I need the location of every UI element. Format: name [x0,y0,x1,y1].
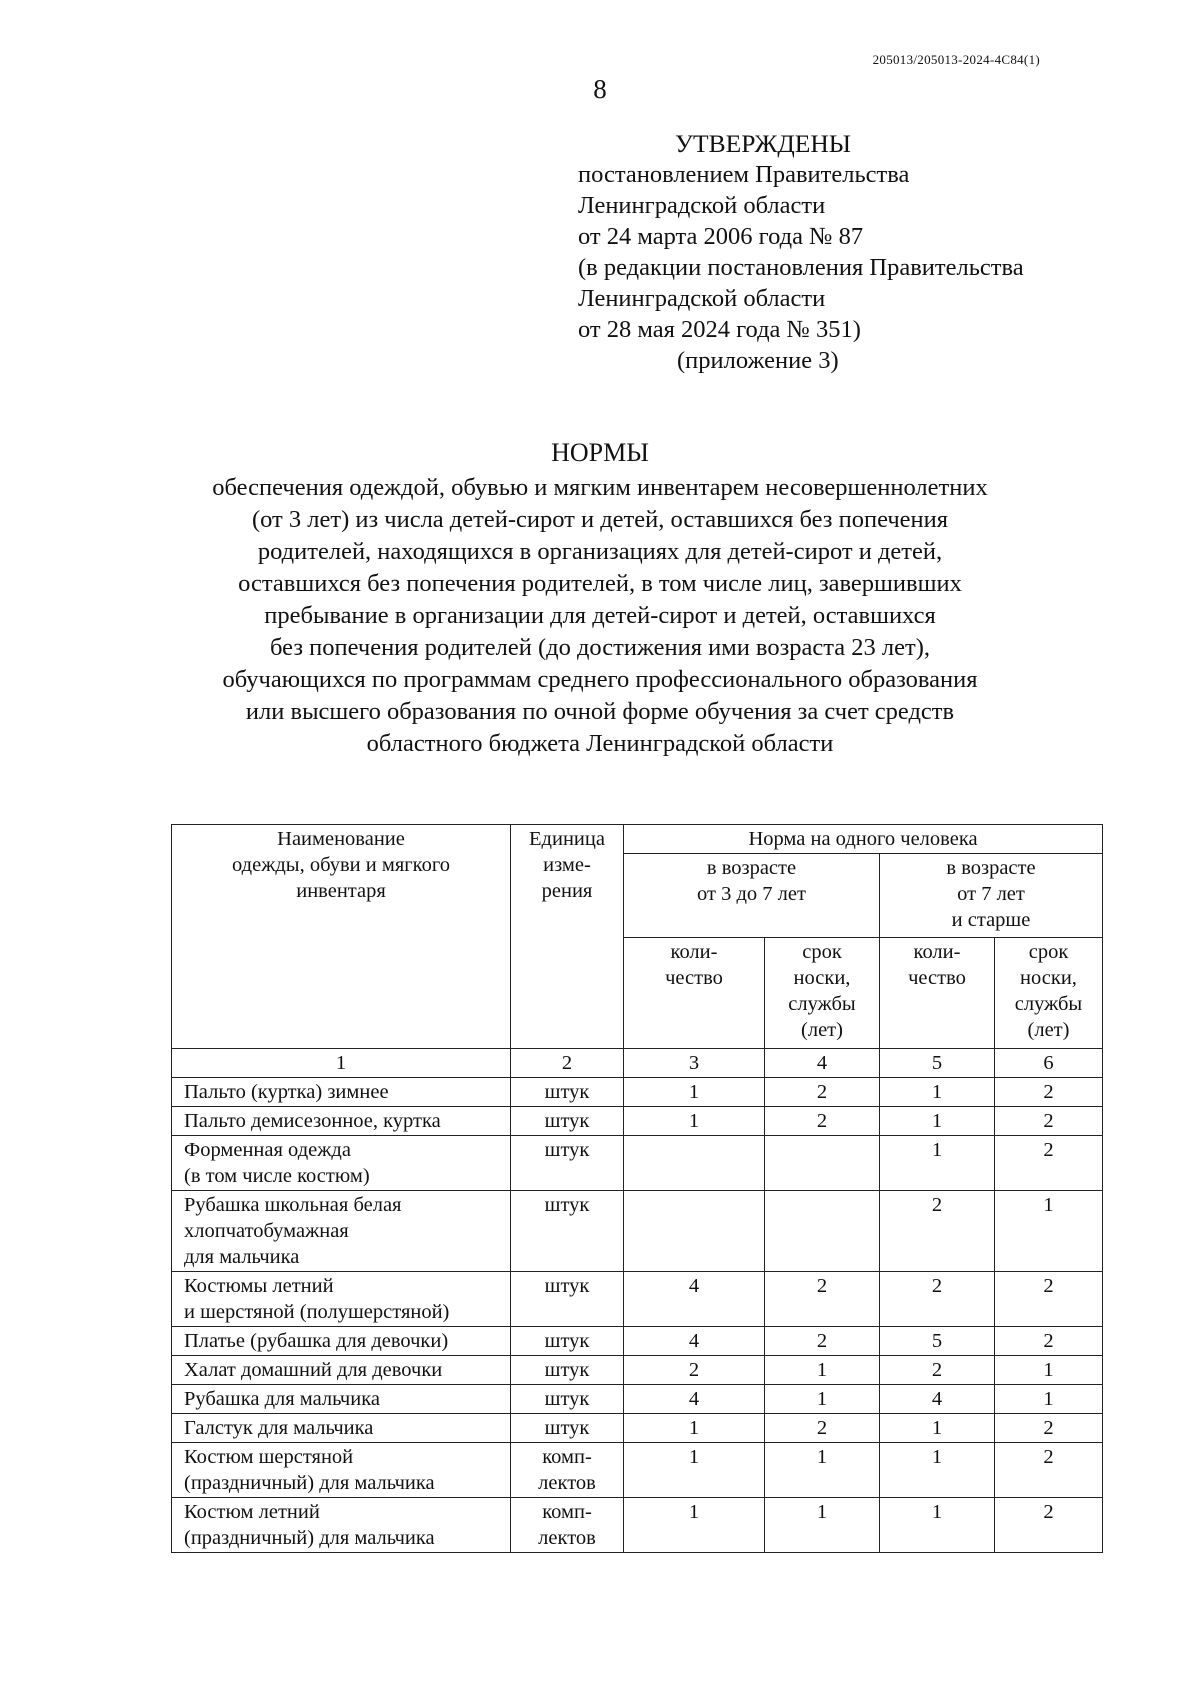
wear-period-3-7-cell: 1 [765,1443,880,1498]
quantity-7-plus-cell: 5 [880,1327,995,1356]
subtitle-line: (от 3 лет) из числа детей-сирот и детей, оставшихся без попечения [251,506,949,533]
unit-cell: штук [511,1107,624,1136]
item-name-cell: Галстук для мальчика [172,1414,511,1443]
approval-line: от 24 марта 2006 года № 87 [578,223,864,250]
column-number: 4 [765,1049,880,1078]
column-number: 1 [172,1049,511,1078]
approval-line: Ленинградской области [578,192,826,219]
approval-block [578,128,1138,376]
wear-period-3-7-cell: 2 [765,1414,880,1443]
table-row [172,1414,1103,1443]
unit-cell: штук [511,1136,624,1191]
header-age-group-2: в возрасте от 7 лет и старше [880,854,1103,938]
table-row [172,1327,1103,1356]
subtitle-line: родителей, находящихся в организациях для детей-сирот и детей, [257,538,943,565]
quantity-3-7-cell: 4 [624,1385,765,1414]
wear-period-7-plus-cell: 2 [995,1136,1103,1191]
header-age-group-1: в возрасте от 3 до 7 лет [624,854,880,938]
table-row [172,1107,1103,1136]
subtitle-line: обеспечения одеждой, обувью и мягким инвентарем несовершеннолетних [212,474,988,501]
wear-period-7-plus-cell: 2 [995,1107,1103,1136]
quantity-7-plus-cell: 4 [880,1385,995,1414]
wear-period-7-plus-cell: 2 [995,1443,1103,1498]
item-name-cell: Пальто демисезонное, куртка [172,1107,511,1136]
wear-period-3-7-cell: 1 [765,1498,880,1553]
item-name-cell: Халат домашний для девочки [172,1356,511,1385]
quantity-7-plus-cell: 1 [880,1498,995,1553]
wear-period-3-7-cell: 2 [765,1272,880,1327]
item-name-cell: Платье (рубашка для девочки) [172,1327,511,1356]
wear-period-7-plus-cell: 1 [995,1356,1103,1385]
item-name-cell: Пальто (куртка) зимнее [172,1078,511,1107]
header-name: Наименование одежды, обуви и мягкого инвентаря [172,825,511,1049]
quantity-3-7-cell: 1 [624,1107,765,1136]
wear-period-3-7-cell: 1 [765,1385,880,1414]
quantity-3-7-cell: 1 [624,1414,765,1443]
subtitle-line: пребывание в организации для детей-сирот и детей, оставшихся [264,602,936,629]
table-row [172,1136,1103,1191]
unit-cell: комп- лектов [511,1498,624,1553]
table-row [172,1385,1103,1414]
column-number: 3 [624,1049,765,1078]
column-number: 6 [995,1049,1103,1078]
subtitle-line: без попечения родителей (до достижения ими возраста 23 лет), [270,634,930,661]
wear-period-3-7-cell [765,1191,880,1272]
unit-cell: штук [511,1191,624,1272]
appendix-label: (приложение 3) [677,347,839,374]
unit-cell: штук [511,1327,624,1356]
quantity-3-7-cell [624,1191,765,1272]
item-name-cell: Форменная одежда (в том числе костюм) [172,1136,511,1191]
unit-cell: штук [511,1385,624,1414]
subtitle-line: областного бюджета Ленинградской области [366,730,834,757]
document-title: НОРМЫ [551,438,649,467]
approval-line: Ленинградской области [578,285,826,312]
header-wear-period: срок носки, службы (лет) [765,938,880,1049]
table-row [172,1078,1103,1107]
unit-cell: штук [511,1078,624,1107]
header-wear-period: срок носки, службы (лет) [995,938,1103,1049]
item-name-cell: Костюм шерстяной (праздничный) для мальчика [172,1443,511,1498]
approval-line: (в редакции постановления Правительства [578,254,1024,281]
page-number: 8 [593,74,607,104]
wear-period-3-7-cell [765,1136,880,1191]
header-norm: Норма на одного человека [624,825,1103,854]
wear-period-3-7-cell: 2 [765,1078,880,1107]
header-quantity: коли- чество [880,938,995,1049]
quantity-7-plus-cell: 1 [880,1078,995,1107]
wear-period-7-plus-cell: 1 [995,1385,1103,1414]
item-name-cell: Рубашка школьная белая хлопчатобумажная для мальчика [172,1191,511,1272]
wear-period-7-plus-cell: 2 [995,1272,1103,1327]
wear-period-3-7-cell: 2 [765,1327,880,1356]
table-row [172,1191,1103,1272]
quantity-7-plus-cell: 1 [880,1136,995,1191]
wear-period-3-7-cell: 1 [765,1356,880,1385]
approval-title: УТВЕРЖДЕНЫ [675,129,851,158]
quantity-3-7-cell: 1 [624,1498,765,1553]
wear-period-7-plus-cell: 1 [995,1191,1103,1272]
column-number: 5 [880,1049,995,1078]
quantity-3-7-cell: 4 [624,1272,765,1327]
wear-period-7-plus-cell: 2 [995,1498,1103,1553]
quantity-7-plus-cell: 2 [880,1272,995,1327]
quantity-3-7-cell: 1 [624,1443,765,1498]
header-quantity: коли- чество [624,938,765,1049]
wear-period-7-plus-cell: 2 [995,1078,1103,1107]
item-name-cell: Рубашка для мальчика [172,1385,511,1414]
unit-cell: штук [511,1414,624,1443]
norms-table [171,824,1103,1553]
header-unit: Единица изме- рения [511,825,624,1049]
unit-cell: комп- лектов [511,1443,624,1498]
table-row [172,1443,1103,1498]
wear-period-7-plus-cell: 2 [995,1327,1103,1356]
subtitle-line: обучающихся по программам среднего профессионального образования [222,666,978,693]
subtitle-line: оставшихся без попечения родителей, в том числе лиц, завершивших [238,570,962,597]
table-row [172,1272,1103,1327]
quantity-3-7-cell: 2 [624,1356,765,1385]
wear-period-7-plus-cell: 2 [995,1414,1103,1443]
item-name-cell: Костюмы летний и шерстяной (полушерстяной) [172,1272,511,1327]
subtitle-line: или высшего образования по очной форме обучения за счет средств [245,698,955,725]
quantity-3-7-cell: 4 [624,1327,765,1356]
quantity-7-plus-cell: 1 [880,1443,995,1498]
item-name-cell: Костюм летний (праздничный) для мальчика [172,1498,511,1553]
unit-cell: штук [511,1356,624,1385]
quantity-3-7-cell: 1 [624,1078,765,1107]
quantity-7-plus-cell: 1 [880,1107,995,1136]
quantity-7-plus-cell: 2 [880,1356,995,1385]
table-row [172,1356,1103,1385]
unit-cell: штук [511,1272,624,1327]
quantity-3-7-cell [624,1136,765,1191]
column-number: 2 [511,1049,624,1078]
wear-period-3-7-cell: 2 [765,1107,880,1136]
quantity-7-plus-cell: 2 [880,1191,995,1272]
approval-line: постановлением Правительства [578,161,910,188]
table-row [172,1498,1103,1553]
quantity-7-plus-cell: 1 [880,1414,995,1443]
document-subtitle [150,472,1050,760]
document-id: 205013/205013-2024-4C84(1) [872,52,1040,67]
approval-line: от 28 мая 2024 года № 351) [578,316,861,343]
column-number-row [172,1049,1103,1078]
